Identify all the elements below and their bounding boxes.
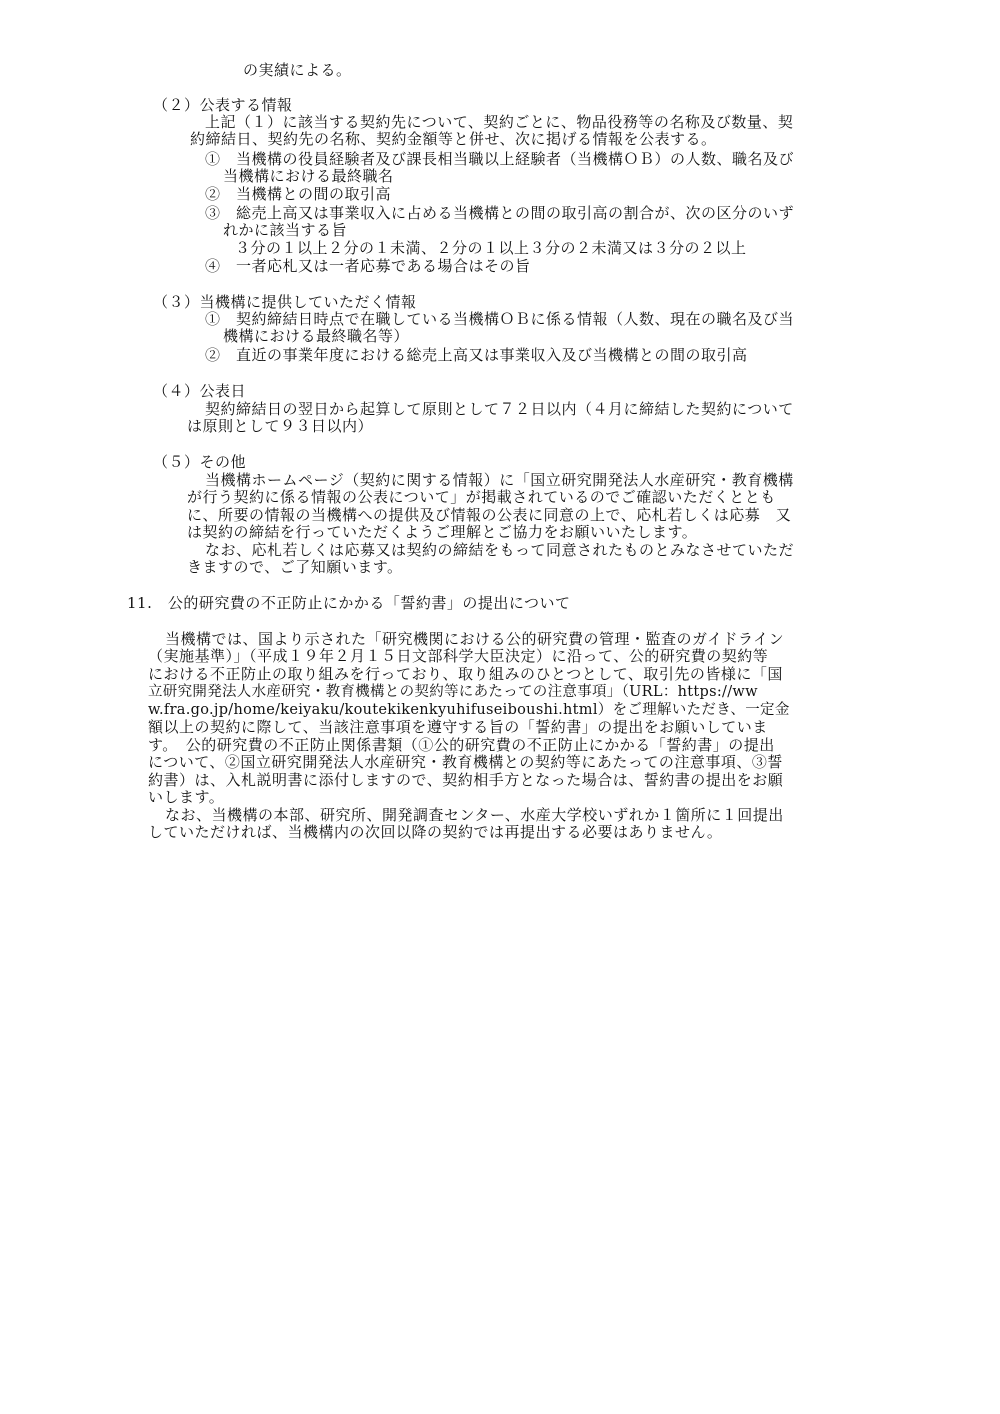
section-11-heading: 11. 公的研究費の不正防止にかかる「誓約書」の提出について bbox=[127, 594, 571, 612]
section-2-item-1-line-2: 当機構における最終職名 bbox=[223, 167, 394, 185]
section-5-heading: （５）その他 bbox=[153, 453, 247, 471]
section-3-item-2: ② 直近の事業年度における総売上高又は事業収入及び当機構との間の取引高 bbox=[205, 346, 748, 364]
section-11-line-3: における不正防止の取り組みを行っており、取り組みのひとつとして、取引先の皆様に「国 bbox=[148, 665, 783, 683]
section-11-line-9: 約書）は、入札説明書に添付しますので、契約相手方となった場合は、誓約書の提出をお願 bbox=[148, 771, 784, 789]
section-2-item-4: ④ 一者応札又は一者応募である場合はその旨 bbox=[205, 257, 531, 275]
section-11-line-8: について、②国立研究開発法人水産研究・教育機構との契約等にあたっての注意事項、③誓 bbox=[148, 753, 783, 771]
section-5-line-3: に、所要の情報の当機構への提供及び情報の公表に同意の上で、応札若しくは応募 又 bbox=[187, 506, 792, 524]
section-4-para-line-2: は原則として９３日以内） bbox=[187, 417, 374, 435]
section-2-item-3-line-2: れかに該当する旨 bbox=[223, 221, 348, 239]
section-4-heading: （４）公表日 bbox=[153, 382, 247, 400]
section-2-item-2: ② 当機構との間の取引高 bbox=[205, 185, 392, 203]
section-2-heading: （２）公表する情報 bbox=[153, 96, 293, 114]
section-11-line-5: w.fra.go.jp/home/keiyaku/koutekikenkyuhifuseiboushi.html）をご理解いただき、一定金 bbox=[148, 702, 790, 718]
section-11-line-11: なお、当機構の本部、研究所、開発調査センター、水産大学校いずれか１箇所に１回提出 bbox=[165, 806, 784, 824]
section-5-line-1: 当機構ホームページ（契約に関する情報）に「国立研究開発法人水産研究・教育機構 bbox=[205, 471, 794, 489]
section-11-line-6: 額以上の契約に際して、当該注意事項を遵守する旨の「誓約書」の提出をお願いしていま bbox=[148, 718, 768, 736]
section-3-item-1-line-1: ① 契約締結日時点で在職している当機構ＯＢに係る情報（人数、現在の職名及び当 bbox=[205, 310, 795, 328]
section-5-line-6: きますので、ご了知願います。 bbox=[187, 558, 403, 576]
section-2-item-3-line-1: ③ 総売上高又は事業収入に占める当機構との間の取引高の割合が、次の区分のいず bbox=[205, 204, 795, 222]
section-2-item-1-line-1: ① 当機構の役員経験者及び課長相当職以上経験者（当機構ＯＢ）の人数、職名及び bbox=[205, 150, 795, 168]
section-3-heading: （３）当機構に提供していただく情報 bbox=[153, 293, 417, 311]
section-11-line-2: （実施基準）」（平成１９年２月１５日文部科学大臣決定）に沿って、公的研究費の契約等 bbox=[148, 647, 769, 665]
section-5-line-4: は契約の締結を行っていただくようご理解とご協力をお願いいたします。 bbox=[187, 523, 698, 541]
section-11-line-4: 立研究開発法人水産研究・教育機構との契約等にあたっての注意事項」（URL：https://ww bbox=[148, 684, 758, 700]
section-5-line-2: が行う契約に係る情報の公表について」が掲載されているのでご確認いただくととも bbox=[187, 488, 776, 506]
section-11-line-1: 当機構では、国より示された「研究機関における公的研究費の管理・監査のガイドライン bbox=[165, 630, 785, 648]
section-2-para-line-1: 上記（１）に該当する契約先について、契約ごとに、物品役務等の名称及び数量、契 bbox=[205, 113, 794, 131]
section-11-line-12: していただければ、当機構内の次回以降の契約では再提出する必要はありません。 bbox=[148, 823, 723, 841]
section-2-para-line-2: 約締結日、契約先の名称、契約金額等と併せ、次に掲げる情報を公表する。 bbox=[190, 130, 717, 148]
section-11-line-7: す。 公的研究費の不正防止関係書類（①公的研究費の不正防止にかかる「誓約書」の提出 bbox=[148, 736, 775, 754]
section-4-para-line-1: 契約締結日の翌日から起算して原則として７２日以内（４月に締結した契約について bbox=[205, 400, 794, 418]
section-3-item-1-line-2: 機構における最終職名等） bbox=[223, 327, 410, 345]
section-11-line-10: いします。 bbox=[148, 788, 225, 806]
section-5-line-5: なお、応札若しくは応募又は契約の締結をもって同意されたものとみなさせていただ bbox=[205, 541, 795, 559]
section-2-item-3-line-3: ３分の１以上２分の１未満、２分の１以上３分の２未満又は３分の２以上 bbox=[235, 239, 747, 257]
intro-tail-line: の実績による。 bbox=[243, 61, 352, 79]
